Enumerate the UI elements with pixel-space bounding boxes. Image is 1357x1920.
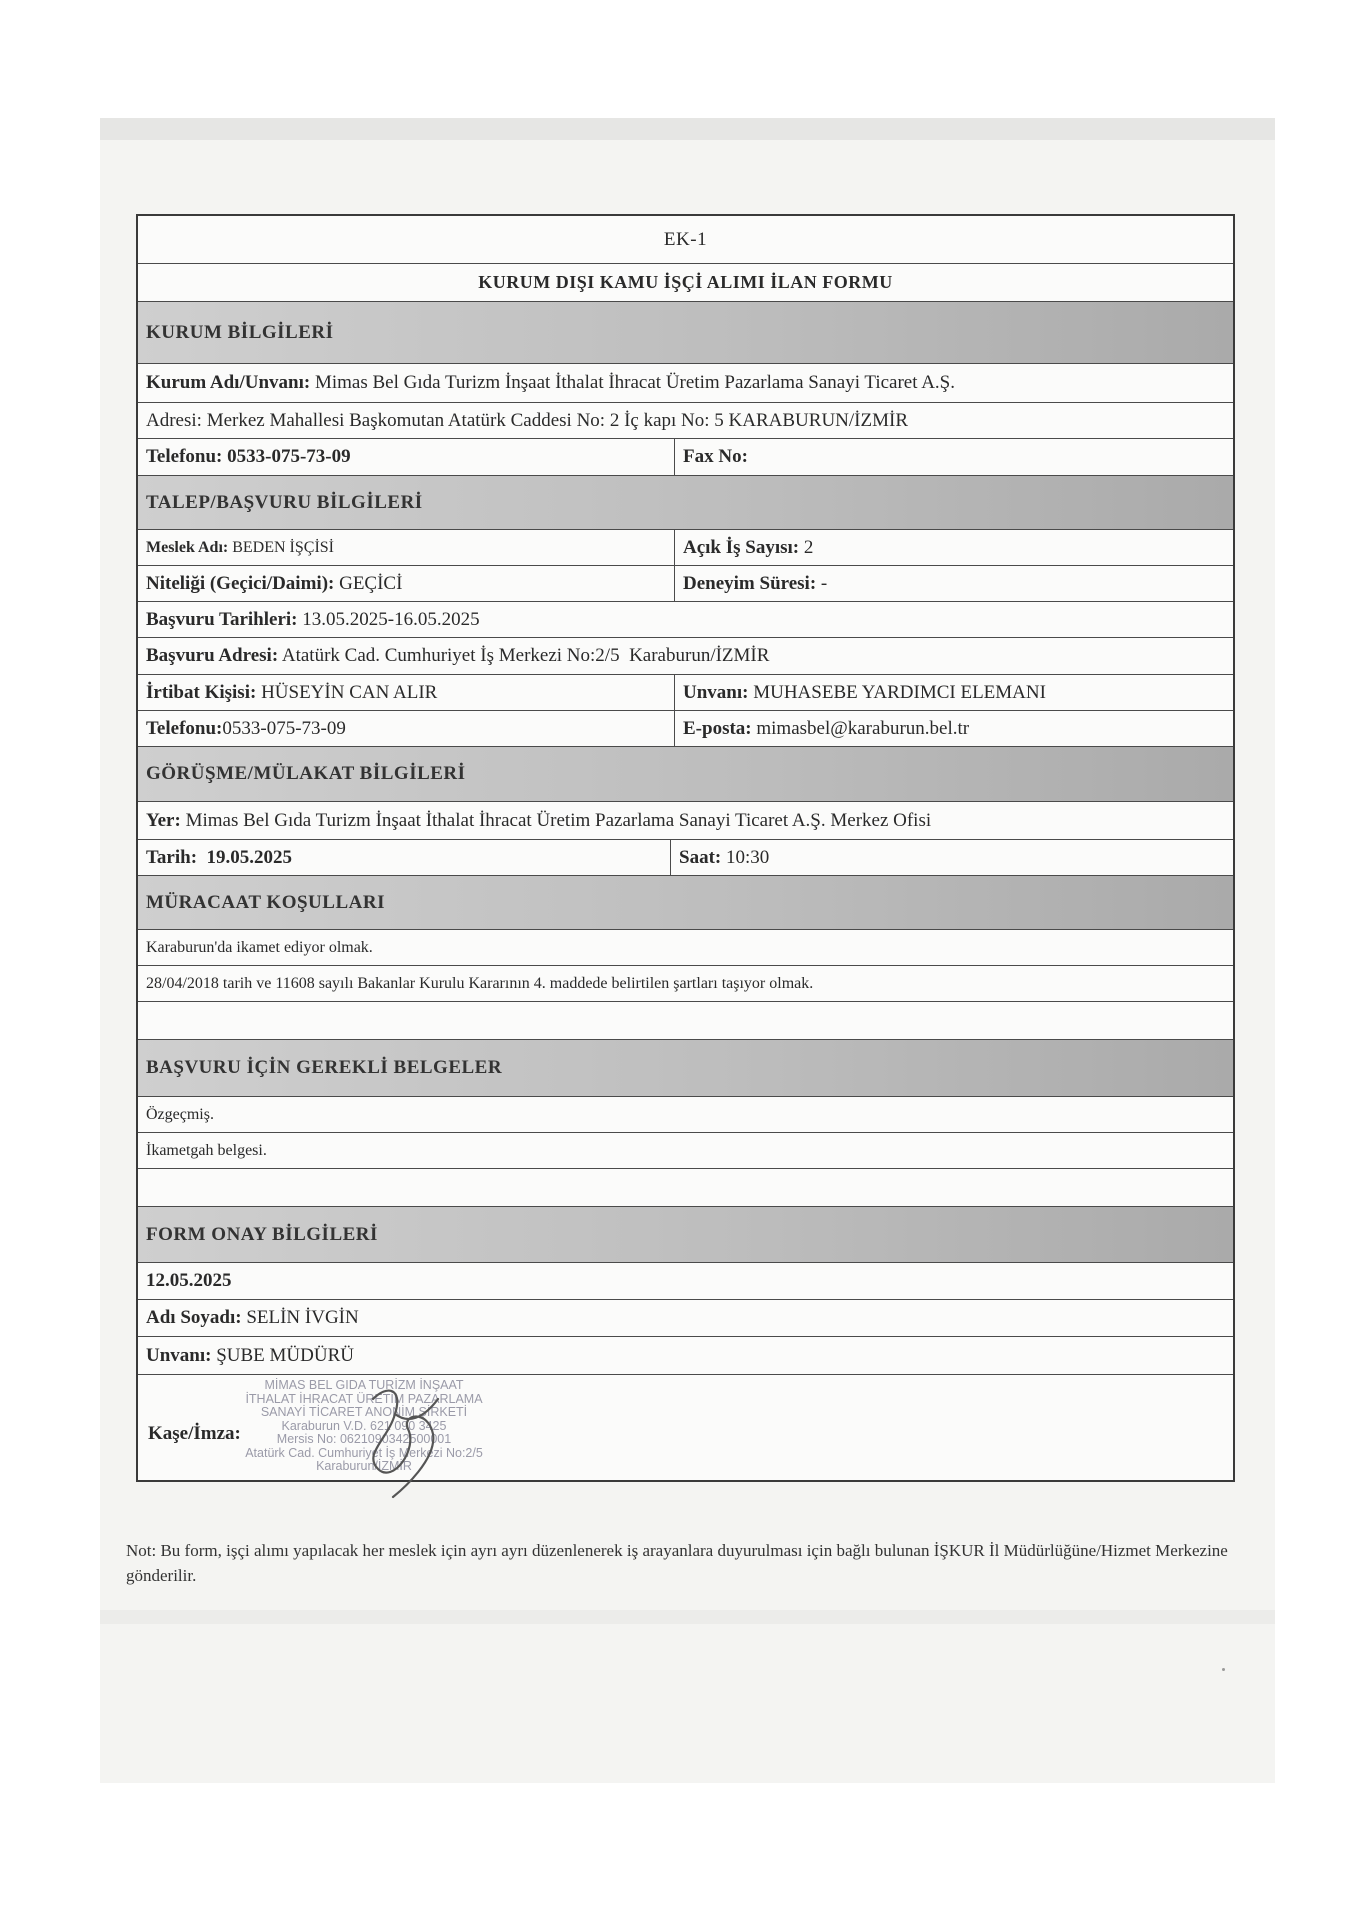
field-value: GEÇİCİ: [334, 572, 403, 594]
onay-unvan-row: [138, 1337, 1233, 1375]
section-title: TALEP/BAŞVURU BİLGİLERİ: [146, 491, 423, 513]
list-item: [138, 1133, 1233, 1169]
field-value: ŞUBE MÜDÜRÜ: [211, 1344, 354, 1366]
onay-adsoyad-row: [138, 1300, 1233, 1337]
field-label: İrtibat Kişisi:: [146, 681, 257, 703]
gorusme-tarih-row: [138, 840, 1233, 876]
talep-iletisim-row: [138, 711, 1233, 747]
onay-kase-row: [138, 1375, 1233, 1480]
field-label: Tarih:: [146, 846, 198, 868]
kurum-ad-row: [138, 364, 1233, 403]
stamp-line: Karaburun V.D. 621 090 3425: [281, 1418, 447, 1433]
document-text: İkametgah belgesi.: [146, 1141, 267, 1159]
field-value: SELİN İVGİN: [241, 1307, 359, 1328]
list-item: [138, 1002, 1233, 1040]
condition-text: Karaburun'da ikamet ediyor olmak.: [146, 938, 373, 956]
condition-text: [138, 1002, 1233, 1039]
kurum-adres-row: [138, 403, 1233, 439]
talep-meslek-row: [138, 530, 1233, 566]
gorusme-yer-row: [138, 802, 1233, 840]
field-label: Niteliği (Geçici/Daimi):: [146, 572, 335, 594]
kurum-telefon-row: [138, 439, 1233, 476]
field-label: Unvanı:: [146, 1344, 212, 1366]
field-label: Saat:: [679, 846, 722, 868]
stamp-line: MİMAS BEL GIDA TURİZM İNŞAAT: [264, 1378, 464, 1392]
field-value: MUHASEBE YARDIMCI ELEMANI: [748, 681, 1046, 703]
talep-nitelik-row: [138, 566, 1233, 602]
field-value: Mimas Bel Gıda Turizm İnşaat İthalat İhracat Üretim Pazarlama Sanayi Ticaret A.Ş. Merkez Ofisi: [180, 809, 932, 831]
field-value: mimasbel@karaburun.bel.tr: [751, 717, 970, 739]
section-header-kurum: [138, 302, 1233, 364]
form-title: KURUM DIŞI KAMU İŞÇİ ALIMI İLAN FORMU: [478, 272, 893, 292]
field-value: HÜSEYİN CAN ALIR: [256, 681, 438, 703]
section-title: KURUM BİLGİLERİ: [146, 321, 334, 343]
stamp-line: İTHALAT İHRACAT ÜRETİM PAZARLAMA: [245, 1391, 483, 1406]
document-text: Özgeçmiş.: [146, 1105, 214, 1123]
section-header-belgeler: [138, 1040, 1233, 1097]
list-item: [138, 1097, 1233, 1133]
stamp-line: Atatürk Cad. Cumhuriyet İş Merkezi No:2/5: [245, 1445, 483, 1460]
section-header-onay: [138, 1207, 1233, 1263]
field-value: 19.05.2025: [197, 846, 293, 868]
field-label: Fax No:: [683, 446, 748, 467]
field-label: Yer:: [146, 809, 181, 831]
section-title: MÜRACAAT KOŞULLARI: [146, 891, 385, 913]
field-value: 10:30: [721, 846, 770, 868]
condition-text: 28/04/2018 tarih ve 11608 sayılı Bakanlar Kurulu Kararının 4. maddede belirtilen şartları taşıyor olmak.: [146, 974, 814, 992]
field-value: -: [816, 572, 828, 594]
field-label: Telefonu:: [146, 717, 223, 739]
footer-note: Not: Bu form, işçi alımı yapılacak her meslek için ayrı ayrı düzenlenerek iş arayanlara duyurulması için bağlı bulunan İŞKUR İl Müdürlüğüne/Hizmet Merkezine gönderilir.: [126, 1541, 1228, 1585]
onay-tarih-row: [138, 1263, 1233, 1300]
section-title: FORM ONAY BİLGİLERİ: [146, 1223, 378, 1245]
field-label: Meslek Adı:: [146, 538, 229, 556]
stamp-line: Mersis No: 0621090342500001: [276, 1432, 452, 1446]
field-value: 13.05.2025-16.05.2025: [297, 608, 480, 630]
talep-irtibat-row: [138, 675, 1233, 711]
field-value: Atatürk Cad. Cumhuriyet İş Merkezi No:2/5 Karaburun/İZMİR: [278, 645, 770, 666]
field-value: Merkez Mahallesi Başkomutan Atatürk Caddesi No: 2 İç kapı No: 5 KARABURUN/İZMİR: [201, 409, 908, 431]
list-item: [138, 1169, 1233, 1207]
job-announcement-form: [136, 214, 1235, 1482]
section-header-gorusme: [138, 747, 1233, 802]
field-label: Açık İş Sayısı:: [683, 536, 800, 558]
section-title: GÖRÜŞME/MÜLAKAT BİLGİLERİ: [146, 763, 466, 784]
ek-label: EK-1: [663, 228, 708, 250]
stamp-line: Karaburun/İZMİR: [316, 1459, 412, 1473]
talep-adres-row: [138, 638, 1233, 675]
form-ek-row: [138, 216, 1233, 264]
field-label: Unvanı:: [683, 681, 749, 703]
field-label: Telefonu:: [146, 446, 223, 467]
scan-artifact-band: [100, 118, 1275, 140]
talep-tarih-row: [138, 602, 1233, 638]
signature-icon: [333, 1379, 463, 1499]
field-value: Mimas Bel Gıda Turizm İnşaat İthalat İhracat Üretim Pazarlama Sanayi Ticaret A.Ş.: [310, 372, 955, 393]
section-title: BAŞVURU İÇİN GEREKLİ BELGELER: [146, 1057, 503, 1078]
stamp-line: SANAYİ TİCARET ANONİM ŞİRKETİ: [260, 1405, 468, 1419]
field-value: BEDEN İŞÇİSİ: [228, 538, 334, 556]
field-label: Adresi:: [146, 409, 202, 431]
field-value: 0533-075-73-09: [222, 717, 346, 739]
form-title-row: [138, 264, 1233, 302]
field-label: E-posta:: [683, 717, 752, 739]
field-value: 0533-075-73-09: [222, 446, 351, 467]
kase-imza-label: Kaşe/İmza:: [148, 1423, 241, 1444]
scan-speck: [1222, 1668, 1225, 1671]
list-item: [138, 966, 1233, 1002]
scan-artifact-band: [100, 1610, 1275, 1624]
field-label: Başvuru Tarihleri:: [146, 608, 298, 630]
approval-date: 12.05.2025: [146, 1270, 232, 1291]
field-label: Başvuru Adresi:: [146, 645, 279, 666]
field-value: 2: [799, 536, 814, 558]
field-label: Adı Soyadı:: [146, 1307, 242, 1328]
field-label: Kurum Adı/Unvanı:: [146, 372, 311, 393]
field-label: Deneyim Süresi:: [683, 572, 817, 594]
section-header-talep: [138, 476, 1233, 530]
document-text: [138, 1169, 1233, 1206]
section-header-muracaat: [138, 876, 1233, 930]
list-item: [138, 930, 1233, 966]
